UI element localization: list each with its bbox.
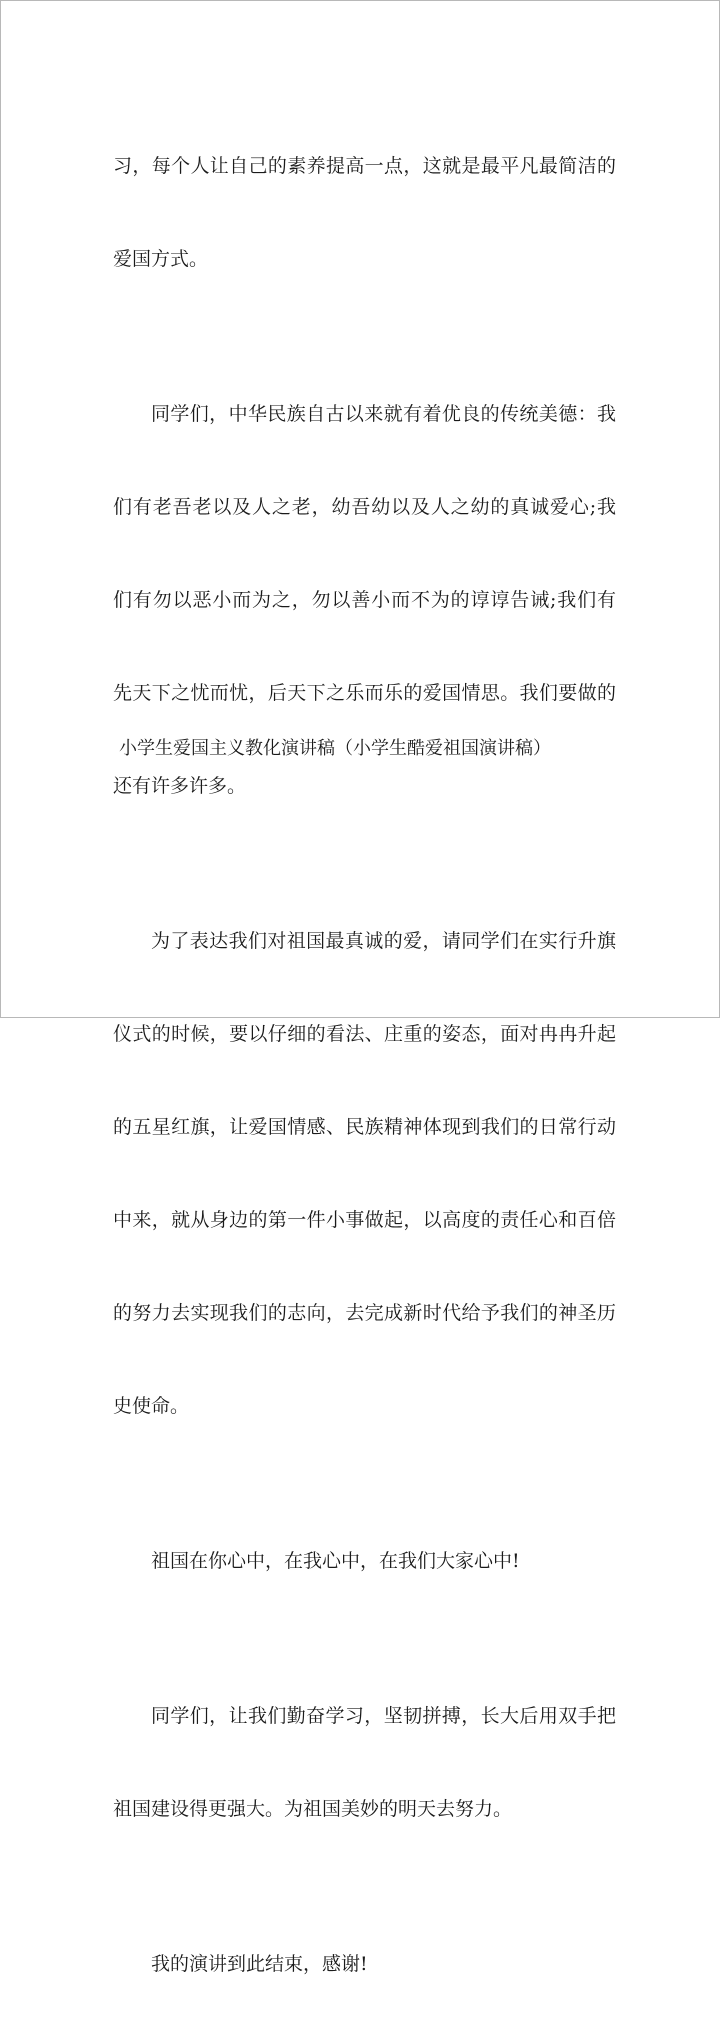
text-line: 的五星红旗，让爱国情感、民族精神体现到我们的日常行动 [113,1116,616,1138]
text-line: 先天下之忧而忧，后天下之乐而乐的爱国情思。我们要做的 [113,682,616,704]
document-body [113,89,616,2036]
paragraph-5 [113,1639,616,1887]
text-line: 还有许多许多。 [113,775,247,797]
text-line: 习，每个人让自己的素养提高一点，这就是最平凡最简洁的 [113,155,616,177]
text-line: 中来，就从身边的第一件小事做起，以高度的责任心和百倍 [113,1209,616,1231]
paragraph-4 [113,1484,616,1639]
text-line: 同学们，让我们勤奋学习，坚韧拼搏，长大后用双手把 [151,1705,616,1727]
text-line: 同学们，中华民族自古以来就有着优良的传统美德：我 [151,403,616,425]
text-line: 祖国在你心中，在我心中，在我们大家心中! [151,1550,520,1572]
text-line: 们有老吾老以及人之老，幼吾幼以及人之幼的真诚爱心;我 [113,496,616,518]
text-line: 史使命。 [113,1395,190,1417]
text-line: 我的演讲到此结束，感谢! [151,1953,368,1975]
paragraph-3 [113,864,616,1484]
text-line: 仪式的时候，要以仔细的看法、庄重的姿态，面对冉冉升起 [113,1023,616,1045]
document-footer-title: 小学生爱国主义教化演讲稿（小学生酷爱祖国演讲稿） [119,738,551,759]
text-line: 为了表达我们对祖国最真诚的爱，请同学们在实行升旗 [151,930,616,952]
text-line: 们有勿以恶小而为之，勿以善小而不为的谆谆告诫;我们有 [113,589,616,611]
paragraph-2 [113,337,616,864]
text-line: 祖国建设得更强大。为祖国美妙的明天去努力。 [113,1798,513,1820]
text-line: 的努力去实现我们的志向，去完成新时代给予我们的神圣历 [113,1302,616,1324]
text-line: 爱国方式。 [113,248,209,270]
paragraph-1 [113,89,616,337]
paragraph-6 [113,1887,616,2036]
